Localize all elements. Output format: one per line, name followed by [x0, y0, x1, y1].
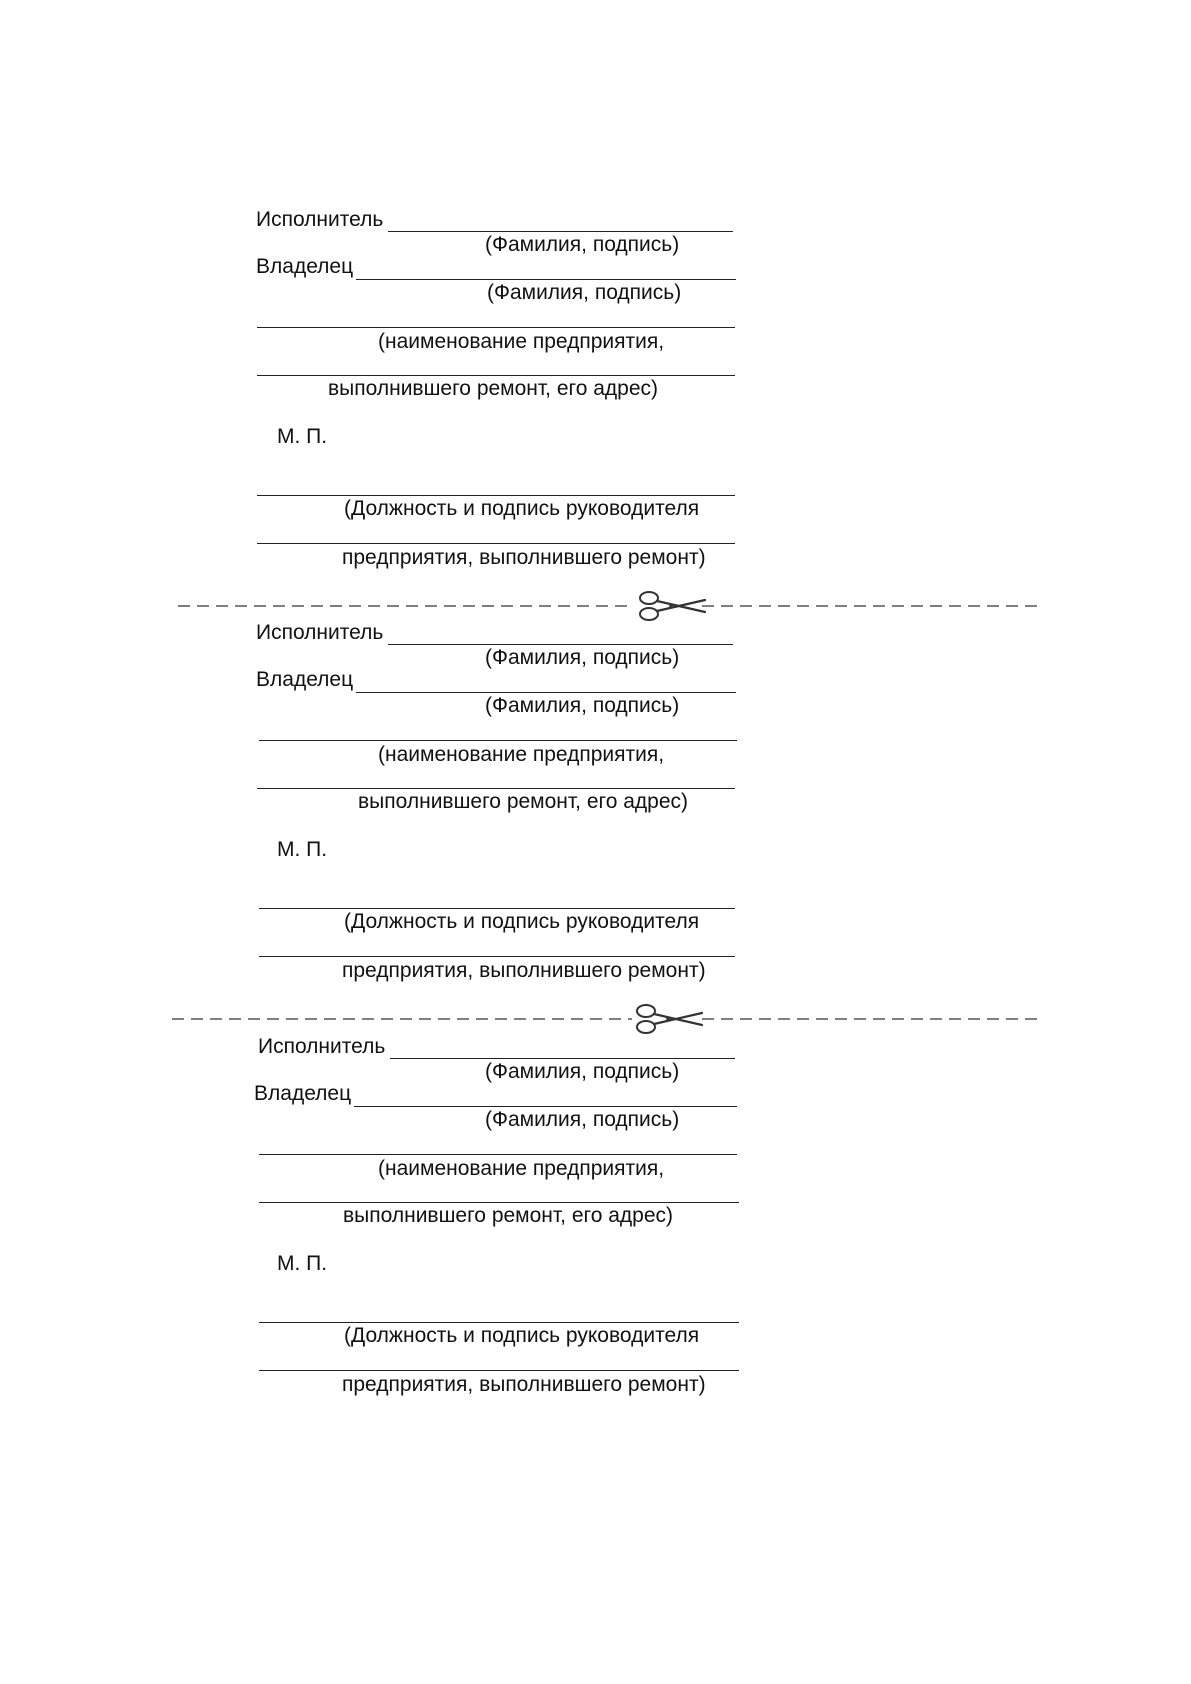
- stamp-place-label: М. П.: [277, 1252, 328, 1275]
- executor-hint: (Фамилия, подпись): [485, 646, 680, 669]
- executor-label: Исполнитель: [256, 208, 384, 231]
- company-address-line: [257, 788, 735, 789]
- executor-hint: (Фамилия, подпись): [485, 1060, 680, 1083]
- owner-hint: (Фамилия, подпись): [485, 1108, 680, 1131]
- executor-signature-line: [388, 231, 733, 232]
- head-hint-2: предприятия, выполнившего ремонт): [342, 1373, 706, 1396]
- executor-hint: (Фамилия, подпись): [485, 233, 680, 256]
- executor-signature-line: [388, 644, 733, 645]
- company-hint-2: выполнившего ремонт, его адрес): [343, 1204, 674, 1227]
- company-hint-1: (наименование предприятия,: [378, 743, 665, 766]
- stamp-place-label: М. П.: [277, 425, 328, 448]
- repair-slip-2: [0, 413, 1191, 982]
- owner-hint: (Фамилия, подпись): [485, 694, 680, 717]
- owner-label: Владелец: [256, 255, 354, 278]
- company-name-line: [259, 1154, 737, 1155]
- head-hint-2: предприятия, выполнившего ремонт): [342, 959, 706, 982]
- owner-signature-line: [354, 1106, 737, 1107]
- owner-signature-line: [356, 279, 736, 280]
- stamp-place-label: М. П.: [277, 838, 328, 861]
- head-position-line: [259, 1322, 739, 1323]
- owner-label: Владелец: [254, 1082, 352, 1105]
- repair-slip-3: [0, 827, 1191, 1396]
- company-hint-1: (наименование предприятия,: [378, 330, 665, 353]
- company-name-line: [259, 740, 737, 741]
- company-address-line: [259, 1202, 739, 1203]
- head-signature-line: [259, 1370, 739, 1371]
- repair-slip-1: [0, 0, 1191, 569]
- head-hint-1: (Должность и подпись руководителя: [344, 497, 700, 520]
- owner-hint: (Фамилия, подпись): [487, 281, 682, 304]
- owner-signature-line: [356, 692, 736, 693]
- company-hint-2: выполнившего ремонт, его адрес): [328, 377, 659, 400]
- company-hint-2: выполнившего ремонт, его адрес): [358, 790, 689, 813]
- executor-signature-line: [390, 1058, 735, 1059]
- company-hint-1: (наименование предприятия,: [378, 1157, 665, 1180]
- executor-label: Исполнитель: [258, 1035, 386, 1058]
- head-hint-2: предприятия, выполнившего ремонт): [342, 546, 706, 569]
- company-name-line: [257, 327, 735, 328]
- head-hint-1: (Должность и подпись руководителя: [344, 1324, 700, 1347]
- executor-label: Исполнитель: [256, 621, 384, 644]
- head-hint-1: (Должность и подпись руководителя: [344, 910, 700, 933]
- owner-label: Владелец: [256, 668, 354, 691]
- company-address-line: [257, 375, 735, 376]
